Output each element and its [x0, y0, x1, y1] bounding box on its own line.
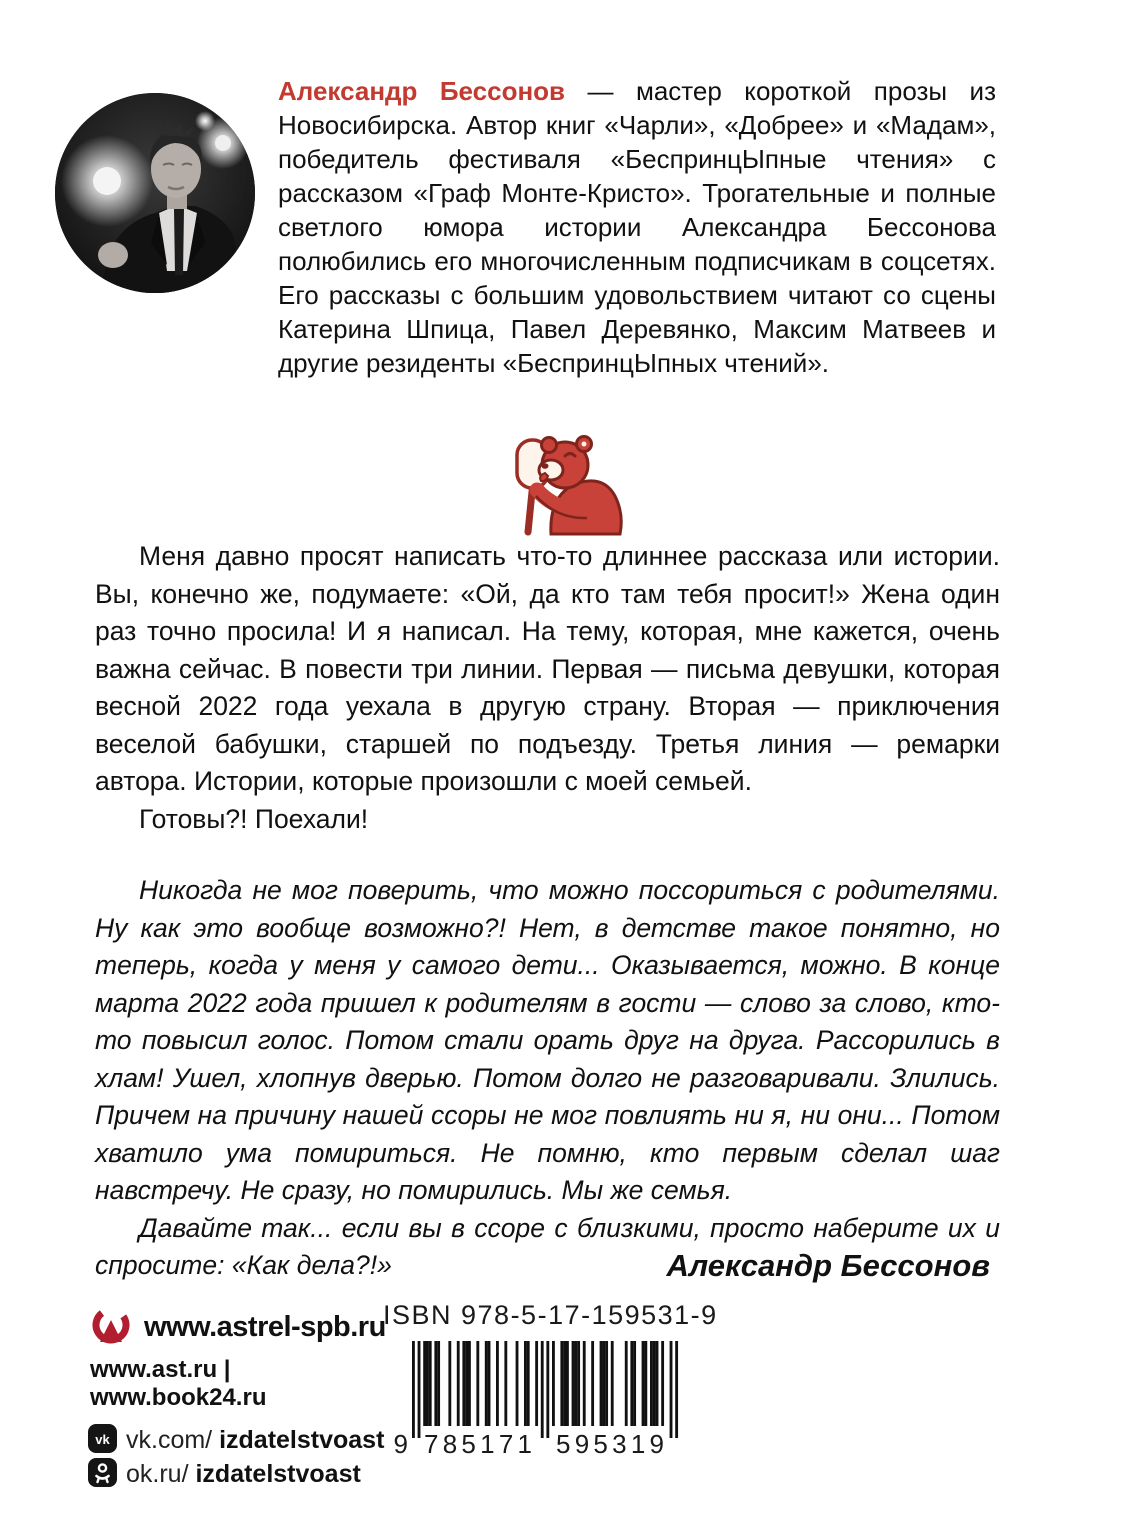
- sites-secondary: www.ast.ru | www.book24.ru: [90, 1356, 267, 1411]
- isbn-label: ISBN 978-5-17-159531-9: [383, 1300, 718, 1330]
- bear-with-icecream-illustration: [495, 430, 630, 538]
- author-name-highlight: Александр Бессонов: [278, 76, 566, 106]
- vk-icon: [88, 1424, 117, 1453]
- ok-url-prefix: ok.ru/: [126, 1460, 196, 1488]
- barcode-right-digits: 595319: [556, 1429, 664, 1459]
- barcode-first-digit: 9: [393, 1429, 408, 1459]
- ast-publisher-logo-icon: [88, 1304, 134, 1350]
- publisher-info: [88, 1304, 398, 1492]
- annotation-paragraph-2: Готовы?! Поехали!: [139, 803, 369, 834]
- author-signature: Александр Бессонов: [666, 1248, 990, 1283]
- barcode-left-digits: 785171: [424, 1429, 532, 1459]
- excerpt-paragraph-1: Никогда не мог поверить, что можно поссориться с родителями. Ну как это вообще возможно?! Нет, в детстве такое понятно, но теперь, когда у меня у самого дети... Оказывается, можно. В конце марта 2022 года пришел к родителям в гости — слово за слово, кто-то повысил голос. Потом стали орать друг на друга. Рассорились в хлам! Ушел, хлопнув дверью. Потом долго не разговаривали. Злились. Причем на причину нашей ссоры не мог повлиять ни я, ни они... Потом хватило ума помириться. Не помню, кто первым сделал шаг навстречу. Не сразу, но помирились. Мы же семья.: [95, 875, 1000, 1205]
- annotation-block: [95, 538, 1000, 838]
- bear-illustration: [495, 430, 630, 538]
- annotation-paragraph-1: Меня давно просят написать что-то длиннее рассказа или истории. Вы, конечно же, подумаете: «Ой, да кто там тебя просит!» Жена один раз точно просила! И я написал. На тему, которая, мне кажется, очень важна сейчас. В повести три линии. Первая — письма девушки, которая весной 2022 года уехала в другую страну. Вторая — приключения веселой бабушки, старшей по подъезду. Третья линия — ремарки автора. Истории, которые произошли с моей семьей.: [95, 541, 1000, 796]
- vk-url-prefix: vk.com/: [126, 1426, 220, 1454]
- svg-text:vk: vk: [95, 1432, 110, 1447]
- site-astrel-link: www.astrel-spb.ru: [144, 1310, 386, 1343]
- ok-handle: izdatelstvoast: [195, 1460, 361, 1488]
- excerpt-block: [95, 872, 1000, 1285]
- author-portrait-photo: [55, 93, 255, 293]
- author-intro-text: — мастер короткой прозы из Новосибирска. Автор книг «Чарли», «Добрее» и «Мадам», победитель фестиваля «БеспринцЫпные чтения» с рассказом «Граф Монте-Кристо». Трогательные и полные светлого юмора истории Александра Бессонова полюбились его многочисленным подписчикам в соцсетях. Его рассказы с большим удовольствием читают со сцены Катерина Шпица, Павел Деревянко, Максим Матвеев и другие резиденты «БеспринцЫпных чтений».: [278, 76, 996, 378]
- ean13-barcode: [384, 1341, 714, 1464]
- ok-icon: [88, 1458, 117, 1487]
- author-intro-paragraph: [278, 74, 996, 380]
- excerpt-paragraph-2: Давайте так... если вы в ссоре с близкими, просто наберите их и спросите: «Как дела?!»: [95, 1212, 1000, 1280]
- vk-handle: izdatelstvoast: [219, 1426, 385, 1454]
- author-photo: [55, 93, 255, 293]
